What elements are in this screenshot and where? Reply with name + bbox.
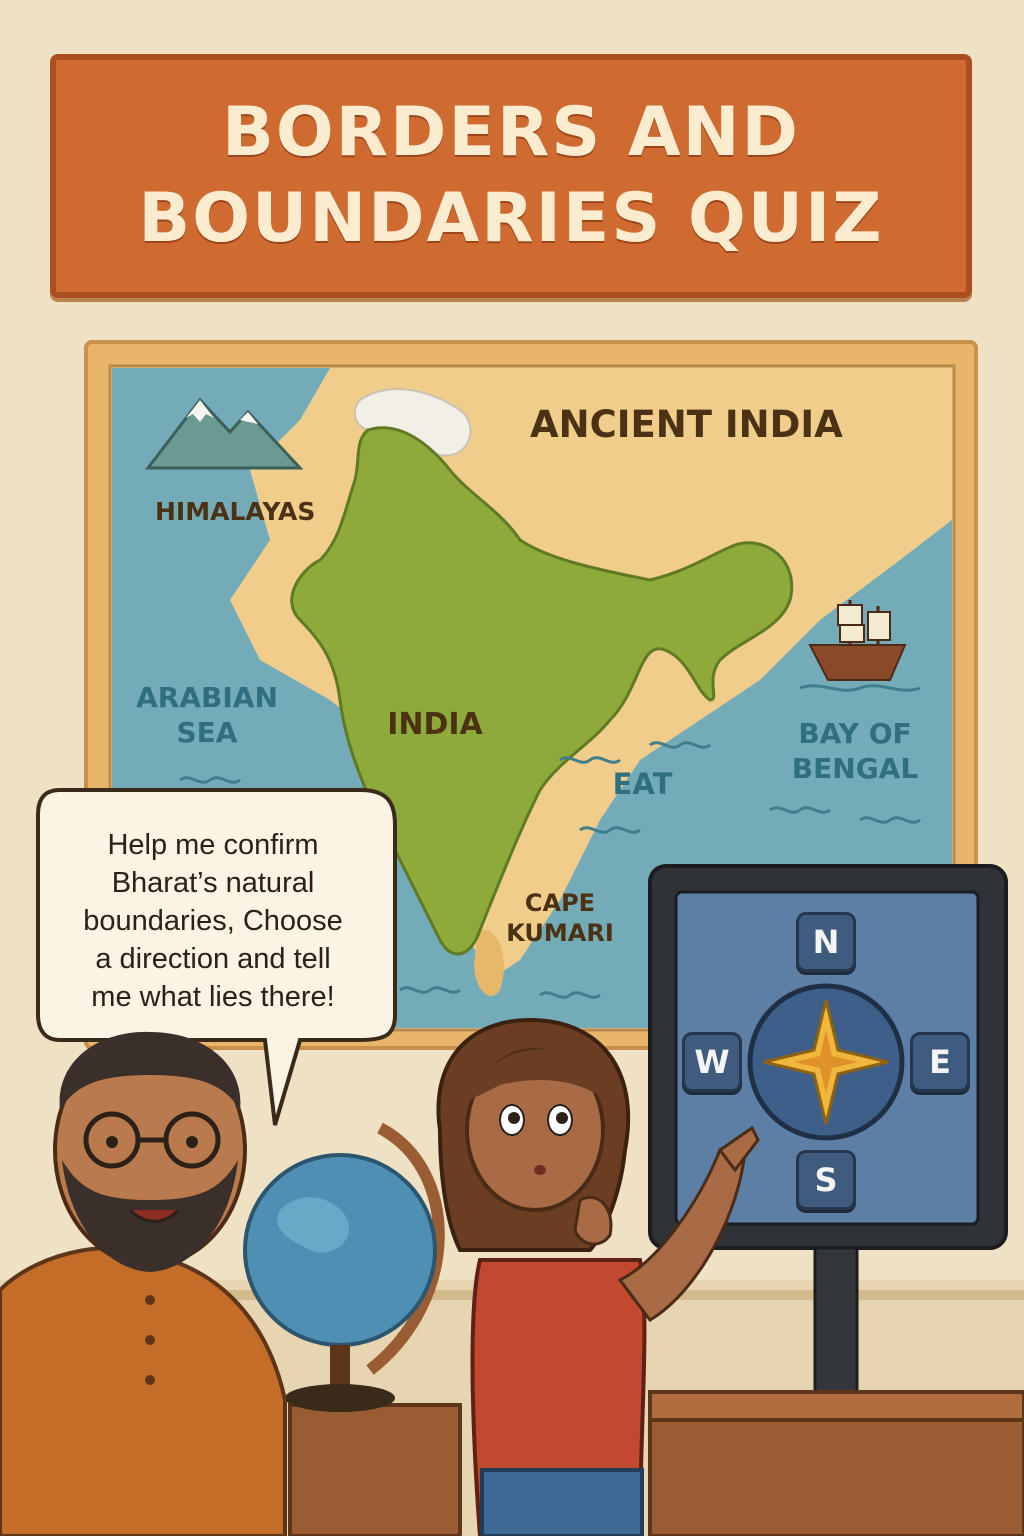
- south-button[interactable]: S: [796, 1150, 856, 1210]
- quiz-title-line-2: BOUNDARIES QUIZ: [138, 179, 884, 258]
- label-bay-line-2: BENGAL: [791, 752, 919, 785]
- monitor-stand: [815, 1248, 857, 1398]
- speech-line-3: boundaries, Choose: [83, 905, 343, 937]
- speech-line-5: me what lies there!: [91, 981, 335, 1013]
- speech-line-4: a direction and tell: [95, 943, 331, 975]
- quiz-title-line-1: BORDERS AND: [222, 93, 800, 172]
- label-himalayas: HIMALAYAS: [155, 497, 316, 526]
- label-cape-line-1: CAPE: [524, 889, 596, 917]
- label-arabian-sea-line-1: ARABIAN: [136, 681, 278, 714]
- label-arabian-sea-line-2: SEA: [176, 716, 238, 749]
- label-cape-kumari: [500, 888, 620, 948]
- east-button[interactable]: E: [910, 1032, 970, 1092]
- left-desk: [290, 1405, 460, 1536]
- label-arabian-sea: [132, 680, 282, 750]
- speech-line-2: Bharat’s natural: [111, 867, 315, 899]
- speech-line-1: Help me confirm: [107, 829, 319, 861]
- label-india: INDIA: [387, 707, 483, 742]
- label-east: EAT: [612, 767, 673, 801]
- north-button[interactable]: N: [796, 912, 856, 972]
- label-bay-of-bengal: [780, 716, 930, 786]
- west-button[interactable]: W: [682, 1032, 742, 1092]
- label-cape-line-2: KUMARI: [506, 919, 614, 947]
- quiz-title-banner: [50, 54, 972, 298]
- label-bay-line-1: BAY OF: [798, 717, 912, 750]
- map-heading: ANCIENT INDIA: [530, 403, 843, 446]
- teacher-speech: [48, 826, 378, 1016]
